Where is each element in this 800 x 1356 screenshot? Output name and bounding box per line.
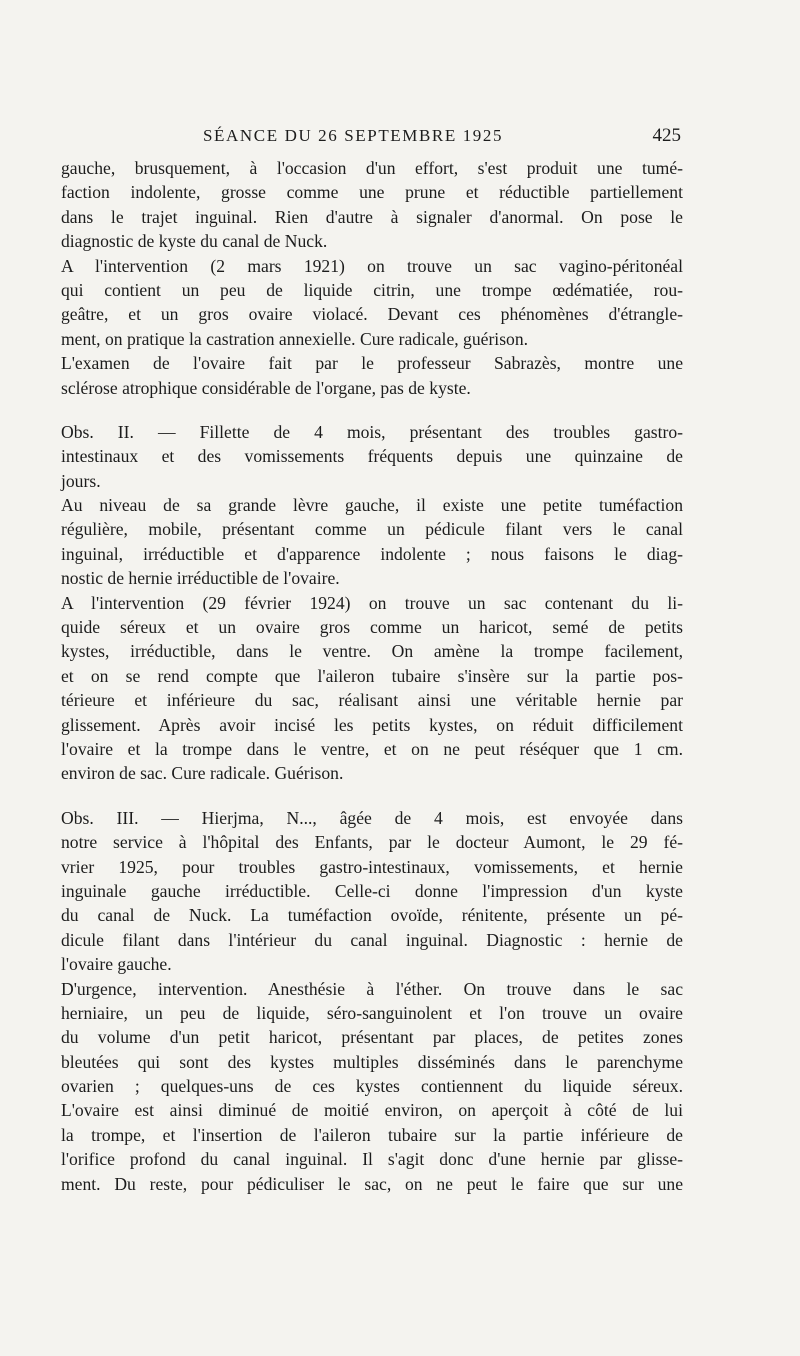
text-line: et on se rend compte que l'aileron tubaire s'insère sur la partie pos- xyxy=(61,665,683,686)
text-line: l'orifice profond du canal inguinal. Il s'agit donc d'une hernie par glisse- xyxy=(61,1149,683,1170)
text-line: ment, on pratique la castration annexielle. Cure radicale, guérison. xyxy=(61,328,529,349)
text-line: L'ovaire est ainsi diminué de moitié environ, on aperçoit à côté de lui xyxy=(61,1100,683,1121)
text-line: Obs. III. — Hierjma, N..., âgée de 4 mois, est envoyée dans xyxy=(61,807,683,828)
text-line: régulière, mobile, présentant comme un pédicule filant vers le canal xyxy=(61,519,683,540)
text-line: qui contient un peu de liquide citrin, une trompe œdématiée, rou- xyxy=(61,279,683,300)
text-line: environ de sac. Cure radicale. Guérison. xyxy=(61,763,344,784)
text-line: Obs. II. — Fillette de 4 mois, présentant des troubles gastro- xyxy=(61,421,683,442)
text-line: ovarien ; quelques-uns de ces kystes contiennent du liquide séreux. xyxy=(61,1076,683,1097)
text-line: vrier 1925, pour troubles gastro-intestinaux, vomissements, et hernie xyxy=(61,856,683,877)
text-line: du volume d'un petit haricot, présentant par places, de petites zones xyxy=(61,1027,683,1048)
paragraph xyxy=(61,351,683,400)
text-line: A l'intervention (2 mars 1921) on trouve un sac vagino-péritonéal xyxy=(61,255,683,276)
text-line: herniaire, un peu de liquide, séro-sanguinolent et l'on trouve un ovaire xyxy=(61,1002,683,1023)
text-line: l'ovaire et la trompe dans le ventre, et on ne peut réséquer que 1 cm. xyxy=(61,738,683,759)
text-line: inguinal, irréductible et d'apparence indolente ; nous faisons le diag- xyxy=(61,543,683,564)
paragraph xyxy=(61,806,683,977)
text-line: diagnostic de kyste du canal de Nuck. xyxy=(61,231,328,252)
book-page xyxy=(61,126,683,1196)
text-line: térieure et inférieure du sac, réalisant ainsi une véritable hernie par xyxy=(61,690,683,711)
text-line: nostic de hernie irréductible de l'ovaire. xyxy=(61,568,340,589)
text-line: bleutées qui sont des kystes multiples disséminés dans le parenchyme xyxy=(61,1051,683,1072)
text-line: ment. Du reste, pour pédiculiser le sac, on ne peut le faire que sur une xyxy=(61,1173,683,1194)
paragraph xyxy=(61,156,683,254)
text-line: dicule filant dans l'intérieur du canal inguinal. Diagnostic : hernie de xyxy=(61,929,683,950)
text-line: dans le trajet inguinal. Rien d'autre à signaler d'anormal. On pose le xyxy=(61,206,683,227)
text-line: sclérose atrophique considérable de l'organe, pas de kyste. xyxy=(61,377,471,398)
running-head: SÉANCE DU 26 SEPTEMBRE 1925 xyxy=(203,126,504,145)
page-number: 425 xyxy=(652,125,681,146)
body-text xyxy=(61,156,683,1196)
paragraph-gap xyxy=(61,786,683,806)
paragraph xyxy=(61,591,683,786)
text-line: A l'intervention (29 février 1924) on trouve un sac contenant du li- xyxy=(61,592,683,613)
text-line: notre service à l'hôpital des Enfants, par le docteur Aumont, le 29 fé- xyxy=(61,832,683,853)
paragraph-gap xyxy=(61,400,683,420)
text-line: inguinale gauche irréductible. Celle-ci donne l'impression d'un kyste xyxy=(61,880,683,901)
text-line: jours. xyxy=(61,470,101,491)
paragraph xyxy=(61,420,683,493)
text-line: l'ovaire gauche. xyxy=(61,954,172,975)
paragraph xyxy=(61,977,683,1197)
text-line: faction indolente, grosse comme une prune et réductible partiellement xyxy=(61,182,683,203)
text-line: Au niveau de sa grande lèvre gauche, il existe une petite tuméfaction xyxy=(61,495,683,516)
text-line: glissement. Après avoir incisé les petits kystes, on réduit difficilement xyxy=(61,714,683,735)
text-line: la trompe, et l'insertion de l'aileron tubaire sur la partie inférieure de xyxy=(61,1124,683,1145)
text-line: du canal de Nuck. La tuméfaction ovoïde, rénitente, présente un pé- xyxy=(61,905,683,926)
text-line: kystes, irréductible, dans le ventre. On amène la trompe facilement, xyxy=(61,641,683,662)
text-line: L'examen de l'ovaire fait par le professeur Sabrazès, montre une xyxy=(61,353,683,374)
paragraph xyxy=(61,254,683,352)
text-line: quide séreux et un ovaire gros comme un haricot, semé de petits xyxy=(61,617,683,638)
text-line: gauche, brusquement, à l'occasion d'un effort, s'est produit une tumé- xyxy=(61,158,683,178)
text-line: intestinaux et des vomissements fréquents depuis une quinzaine de xyxy=(61,446,683,467)
page-header xyxy=(61,126,683,156)
text-line: D'urgence, intervention. Anesthésie à l'éther. On trouve dans le sac xyxy=(61,978,683,999)
paragraph xyxy=(61,493,683,591)
text-line: geâtre, et un gros ovaire violacé. Devant ces phénomènes d'étrangle- xyxy=(61,304,683,325)
